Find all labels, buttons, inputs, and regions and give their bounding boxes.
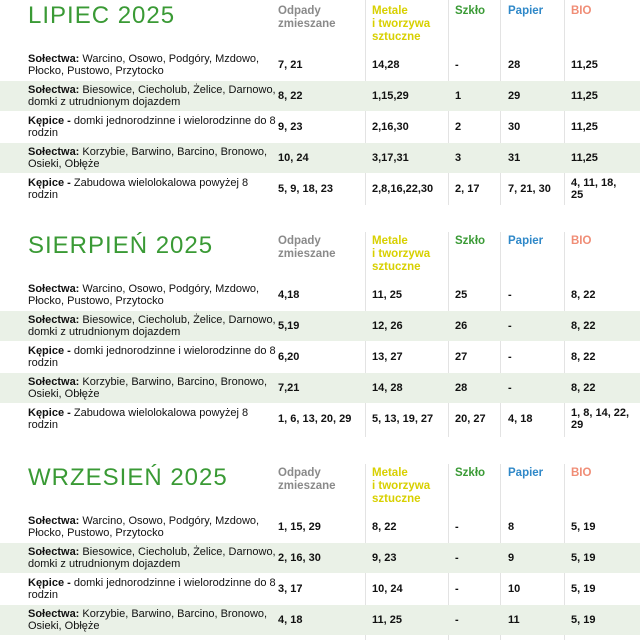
cell-bio: 8, 22	[571, 382, 596, 394]
cell-paper: 8	[508, 521, 515, 533]
row-label-bold: Sołectwa:	[28, 515, 80, 527]
cell-bio: 11,25	[571, 121, 598, 133]
cell-paper: -	[508, 320, 512, 332]
cell-bio: 8, 22	[571, 320, 596, 332]
row-label-bold: Kępice -	[28, 345, 71, 357]
row-label-text: Biesowice, Ciecholub, Żelice, Darnowo, domki z utrudnionym dojazdem	[28, 546, 276, 570]
row-label	[28, 314, 278, 338]
table-row	[0, 574, 640, 604]
cell-paper: 31	[508, 152, 521, 164]
cell-paper: 30	[508, 121, 521, 133]
month-title: LIPIEC 2025	[28, 2, 176, 29]
row-label-bold: Kępice -	[28, 177, 71, 189]
cell-metal: 11, 25	[372, 289, 402, 301]
row-label-bold: Kępice -	[28, 407, 71, 419]
row-label	[28, 515, 278, 539]
cell-paper: 4, 18	[508, 413, 533, 425]
cell-bio: 5, 19	[571, 521, 596, 533]
cell-bio: 5, 19	[571, 583, 596, 595]
cell-mixed: 4, 18	[278, 614, 303, 626]
row-label-bold: Sołectwa:	[28, 376, 80, 388]
cell-bio: 8, 22	[571, 351, 596, 363]
row-label	[28, 53, 278, 77]
cell-metal: 14, 28	[372, 382, 403, 394]
cell-mixed: 2, 16, 30	[278, 552, 321, 564]
row-label-text: Warcino, Osowo, Podgóry, Mzdowo, Płocko, Pustowo, Przytocko	[28, 515, 260, 539]
cell-glass: 3	[455, 152, 462, 164]
cell-mixed: 1, 6, 13, 20, 29	[278, 413, 352, 425]
cell-paper: -	[508, 289, 512, 301]
row-label-text: domki jednorodzinne i wielorodzinne do 8 rodzin	[28, 345, 276, 369]
row-label	[28, 283, 278, 307]
row-label-text: Biesowice, Ciecholub, Żelice, Darnowo, domki z utrudnionym dojazdem	[28, 84, 276, 108]
table-row	[0, 280, 640, 310]
cell-glass: 2, 17	[455, 183, 480, 195]
row-label	[28, 84, 278, 108]
row-label	[28, 376, 278, 400]
cell-glass: 26	[455, 320, 468, 332]
cell-bio: 11,25	[571, 59, 598, 71]
cell-bio: 8, 22	[571, 289, 596, 301]
column-header-metal-plastic: Metale i tworzywa sztuczne	[372, 5, 431, 43]
row-label	[28, 345, 278, 369]
row-label	[28, 407, 278, 431]
row-label-bold: Sołectwa:	[28, 314, 80, 326]
cell-glass: 28	[455, 382, 468, 394]
column-header-glass: Szkło	[455, 467, 486, 479]
cell-mixed: 1, 15, 29	[278, 521, 321, 533]
column-header-paper: Papier	[508, 235, 544, 247]
cell-metal: 2,16,30	[372, 121, 409, 133]
row-label-bold: Sołectwa:	[28, 283, 80, 295]
table-row	[0, 543, 640, 573]
cell-metal: 9, 23	[372, 552, 397, 564]
row-label	[28, 608, 278, 632]
cell-mixed: 8, 22	[278, 90, 303, 102]
month-title: WRZESIEŃ 2025	[28, 464, 228, 491]
row-label-text: Korzybie, Barwino, Barcino, Bronowo, Osieki, Obłęże	[28, 376, 268, 400]
table-row	[0, 81, 640, 111]
row-label-bold: Sołectwa:	[28, 608, 80, 620]
table-row	[0, 605, 640, 635]
cell-paper: -	[508, 382, 512, 394]
cell-metal: 2,8,16,22,30	[372, 183, 434, 195]
row-label-text: domki jednorodzinne i wielorodzinne do 8 rodzin	[28, 577, 276, 601]
column-header-glass: Szkło	[455, 235, 486, 247]
row-label-text: Korzybie, Barwino, Barcino, Bronowo, Osieki, Obłęże	[28, 608, 268, 632]
cell-metal: 5, 13, 19, 27	[372, 413, 434, 425]
row-label-text: Biesowice, Ciecholub, Żelice, Darnowo, domki z utrudnionym dojazdem	[28, 314, 276, 338]
cell-paper: -	[508, 351, 512, 363]
cell-paper: 7, 21, 30	[508, 183, 551, 195]
column-header-bio: BIO	[571, 467, 592, 479]
cell-glass: -	[455, 614, 459, 626]
cell-metal: 8, 22	[372, 521, 397, 533]
cell-paper: 29	[508, 90, 521, 102]
cell-mixed: 7,21	[278, 382, 300, 394]
table-row	[0, 174, 640, 204]
cell-mixed: 10, 24	[278, 152, 309, 164]
month-section-august	[0, 232, 640, 437]
column-header-metal-plastic: Metale i tworzywa sztuczne	[372, 235, 431, 273]
cell-paper: 9	[508, 552, 515, 564]
cell-metal: 10, 24	[372, 583, 403, 595]
cell-mixed: 7, 21	[278, 59, 303, 71]
column-header-mixed: Odpady zmieszane	[278, 5, 336, 30]
table-row	[0, 512, 640, 542]
cell-glass: 20, 27	[455, 413, 486, 425]
column-header-metal-plastic: Metale i tworzywa sztuczne	[372, 467, 431, 505]
table-row	[0, 373, 640, 403]
column-header-mixed: Odpady zmieszane	[278, 235, 336, 260]
cell-glass: -	[455, 552, 459, 564]
row-label-text: Warcino, Osowo, Podgóry, Mzdowo, Płocko, Pustowo, Przytocko	[28, 53, 260, 77]
month-section-september	[0, 464, 640, 640]
cell-mixed: 3, 17	[278, 583, 303, 595]
row-label	[28, 146, 278, 170]
row-label-bold: Sołectwa:	[28, 84, 80, 96]
row-label-text: Korzybie, Barwino, Barcino, Bronowo, Osieki, Obłęże	[28, 146, 268, 170]
row-label-text: Zabudowa wielolokalowa powyżej 8 rodzin	[28, 407, 249, 431]
cell-metal: 1,15,29	[372, 90, 409, 102]
table-row	[0, 50, 640, 80]
cell-mixed: 6,20	[278, 351, 300, 363]
row-label-bold: Sołectwa:	[28, 146, 80, 158]
row-label-bold: Sołectwa:	[28, 546, 80, 558]
column-header-glass: Szkło	[455, 5, 486, 17]
row-label-bold: Sołectwa:	[28, 53, 80, 65]
table-row	[0, 112, 640, 142]
row-label-bold: Kępice -	[28, 115, 71, 127]
table-row	[0, 143, 640, 173]
cell-glass: 1	[455, 90, 462, 102]
row-label	[28, 577, 278, 601]
cell-glass: -	[455, 59, 459, 71]
cell-glass: 25	[455, 289, 468, 301]
cell-bio: 4, 11, 18, 25	[571, 177, 617, 201]
cell-metal: 11, 25	[372, 614, 402, 626]
column-header-bio: BIO	[571, 235, 592, 247]
cell-paper: 10	[508, 583, 521, 595]
cell-bio: 1, 8, 14, 22, 29	[571, 407, 630, 431]
row-label	[28, 115, 278, 139]
table-row	[0, 311, 640, 341]
cell-bio: 11,25	[571, 90, 598, 102]
cell-glass: -	[455, 583, 459, 595]
cell-glass: 27	[455, 351, 468, 363]
cell-mixed: 9, 23	[278, 121, 303, 133]
cell-metal: 14,28	[372, 59, 400, 71]
row-label-bold: Kępice -	[28, 577, 71, 589]
cell-bio: 5, 19	[571, 614, 596, 626]
cell-bio: 5, 19	[571, 552, 596, 564]
cell-paper: 11	[508, 614, 520, 626]
cell-metal: 12, 26	[372, 320, 403, 332]
column-header-bio: BIO	[571, 5, 592, 17]
row-label	[28, 546, 278, 570]
cell-mixed: 5,19	[278, 320, 300, 332]
row-label	[28, 177, 278, 201]
table-row	[0, 342, 640, 372]
column-header-paper: Papier	[508, 5, 544, 17]
month-section-july	[0, 0, 640, 205]
cell-glass: -	[455, 521, 459, 533]
row-label-text: domki jednorodzinne i wielorodzinne do 8 rodzin	[28, 115, 276, 139]
table-row	[0, 404, 640, 434]
column-header-mixed: Odpady zmieszane	[278, 467, 336, 492]
cell-mixed: 5, 9, 18, 23	[278, 183, 334, 195]
cell-glass: 2	[455, 121, 462, 133]
column-header-paper: Papier	[508, 467, 544, 479]
cell-bio: 11,25	[571, 152, 598, 164]
cell-mixed: 4,18	[278, 289, 300, 301]
row-label-text: Zabudowa wielolokalowa powyżej 8 rodzin	[28, 177, 249, 201]
cell-metal: 13, 27	[372, 351, 403, 363]
row-label-text: Warcino, Osowo, Podgóry, Mzdowo, Płocko, Pustowo, Przytocko	[28, 283, 260, 307]
cell-metal: 3,17,31	[372, 152, 409, 164]
month-title: SIERPIEŃ 2025	[28, 232, 214, 259]
cell-paper: 28	[508, 59, 521, 71]
